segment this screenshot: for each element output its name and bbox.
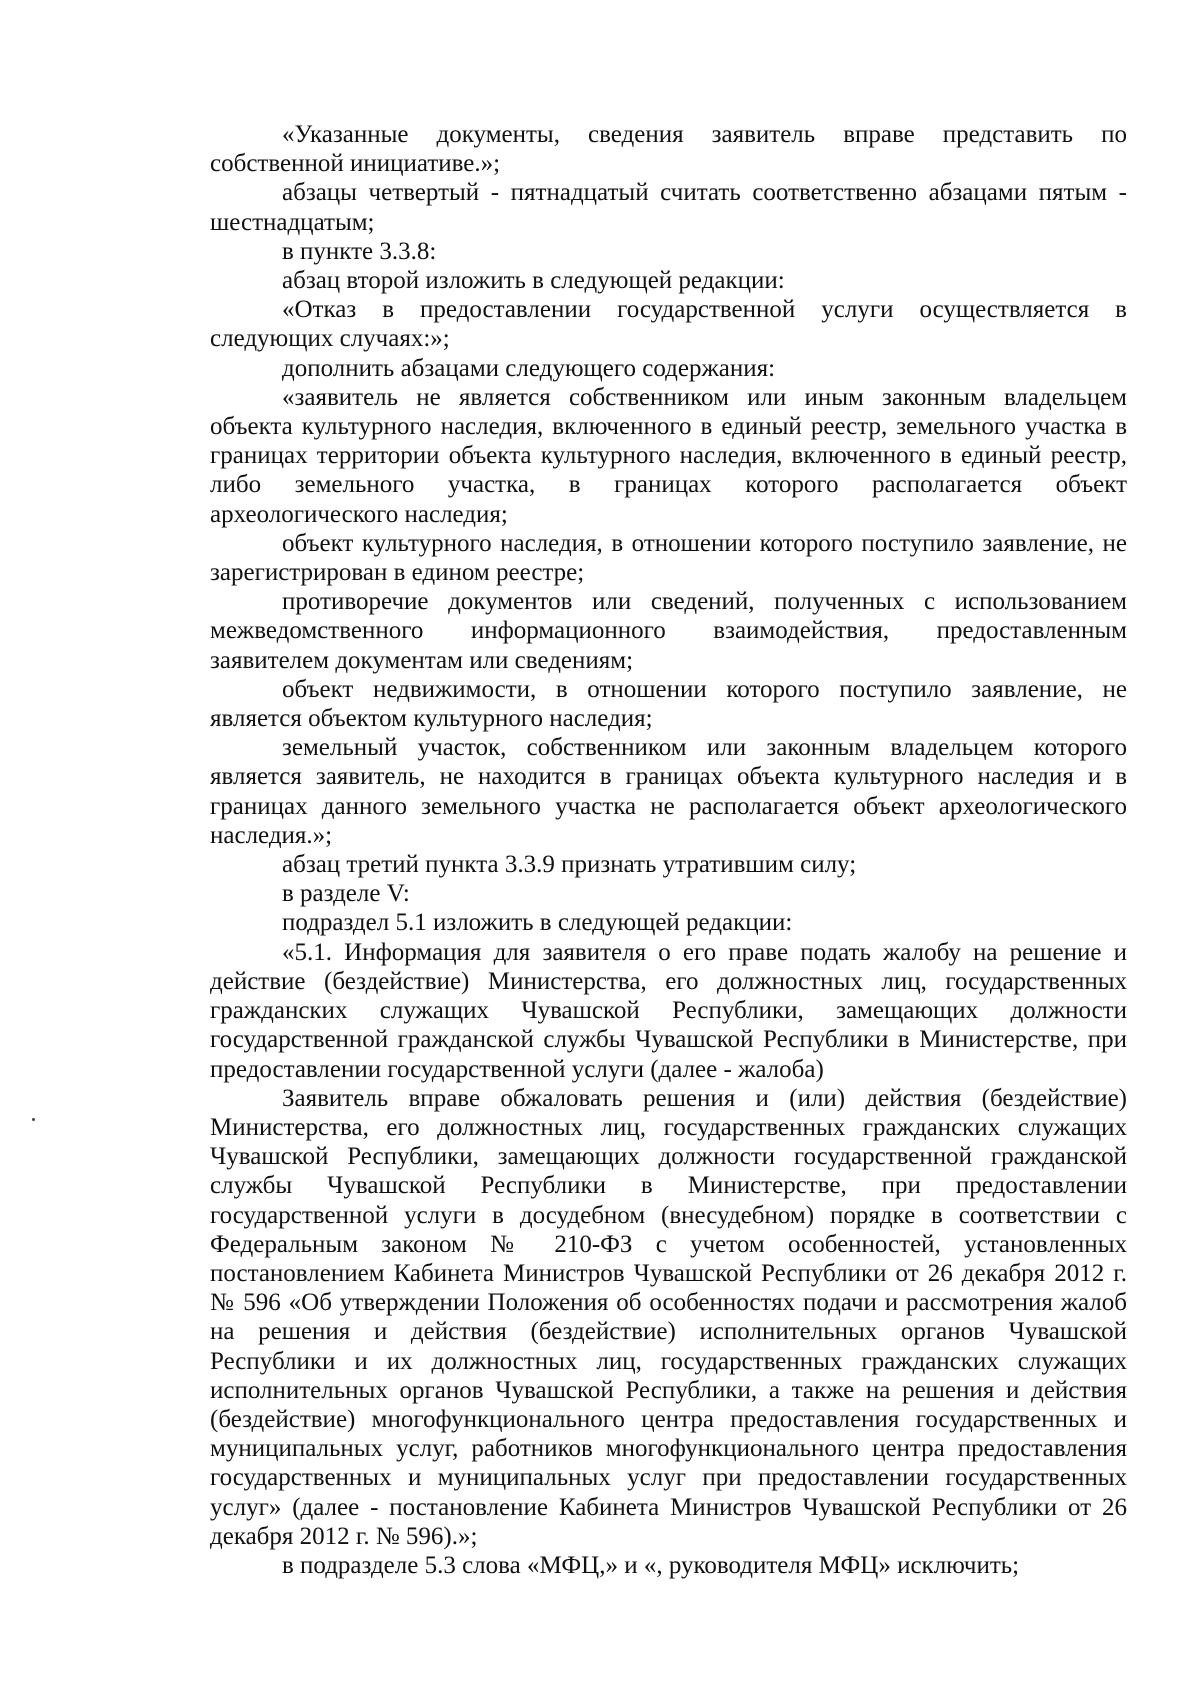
scan-speck	[32, 1118, 35, 1121]
paragraph-2: абзацы четвертый - пятнадцатый считать соответственно абзацами пятым - шестнадцатым;	[210, 179, 1127, 236]
paragraph-10: объект недвижимости, в отношении которого поступило заявление, не является объектом культурного наследия;	[210, 675, 1127, 733]
paragraph-12: абзац третий пункта 3.3.9 признать утратившим силу;	[282, 851, 857, 879]
paragraph-7: «заявитель не является собственником или иным законным владельцем объекта культурного наследия, включенного в единый реестр, земельного участка в границах территории объекта культурного наследия, включенного в единый реестр, либо земельного участка, в границах которого располагается объект археологического наследия;	[210, 383, 1127, 528]
paragraph-8: объект культурного наследия, в отношении которого поступило заявление, не зарегистрирован в едином реестре;	[210, 529, 1127, 587]
paragraph-6: дополнить абзацами следующего содержания:	[282, 354, 776, 382]
paragraph-17: в подразделе 5.3 слова «МФЦ,» и «, руководителя МФЦ» исключить;	[282, 1551, 1020, 1579]
paragraph-1: «Указанные документы, сведения заявитель вправе представить по собственной инициативе.»;	[210, 121, 1127, 178]
paragraph-13: в разделе V:	[282, 880, 410, 908]
document-body	[210, 120, 1127, 1580]
paragraph-16: Заявитель вправе обжаловать решения и (или) действия (бездействие) Министерства, его должностных лиц, государственных гражданских служащих Чувашской Республики, замещающих должности государственной гражданской службы Чувашской Республики в Министерстве, при предоставлении государственной услуги в досудебном (внесудебном) порядке в соответствии с Федеральным законом № 210-ФЗ с учетом особенностей, установленных постановлением Кабинета Министров Чувашской Республики от 26 декабря 2012 г. № 596 «Об утверждении Положения об особенностях подачи и рассмотрения жалоб на решения и действия (бездействие) исполнительных органов Чувашской Республики и их должностных лиц, государственных гражданских служащих исполнительных органов Чувашской Республики, а также на решения и действия (бездействие) многофункционального центра предоставления государственных и муниципальных услуг, работников многофункционального центра предоставления государственных и муниципальных услуг при предоставлении государственных услуг» (далее - постановление Кабинета Министров Чувашской Республики от 26 декабря 2012 г. № 596).»;	[210, 1084, 1127, 1550]
paragraph-14: подраздел 5.1 изложить в следующей редакции:	[282, 909, 793, 937]
paragraph-3: в пункте 3.3.8:	[282, 237, 437, 265]
paragraph-9: противоречие документов или сведений, полученных с использованием межведомственного информационного взаимодействия, предоставленным заявителем документам или сведениям;	[210, 588, 1127, 674]
paragraph-4: абзац второй изложить в следующей редакции:	[282, 267, 785, 295]
paragraph-11: земельный участок, собственником или законным владельцем которого является заявитель, не находится в границах объекта культурного наследия и в границах данного земельного участка не располагается объект археологического наследия.»;	[210, 734, 1127, 849]
paragraph-5: «Отказ в предоставлении государственной услуги осуществляется в следующих случаях:»;	[210, 296, 1127, 353]
paragraph-15: «5.1. Информация для заявителя о его праве подать жалобу на решение и действие (бездействие) Министерства, его должностных лиц, государственных гражданских служащих Чувашской Республики, замещающих должности государственной гражданской службы Чувашской Республики в Министерстве, при предоставлении государственной услуги (далее - жалоба)	[210, 938, 1127, 1083]
